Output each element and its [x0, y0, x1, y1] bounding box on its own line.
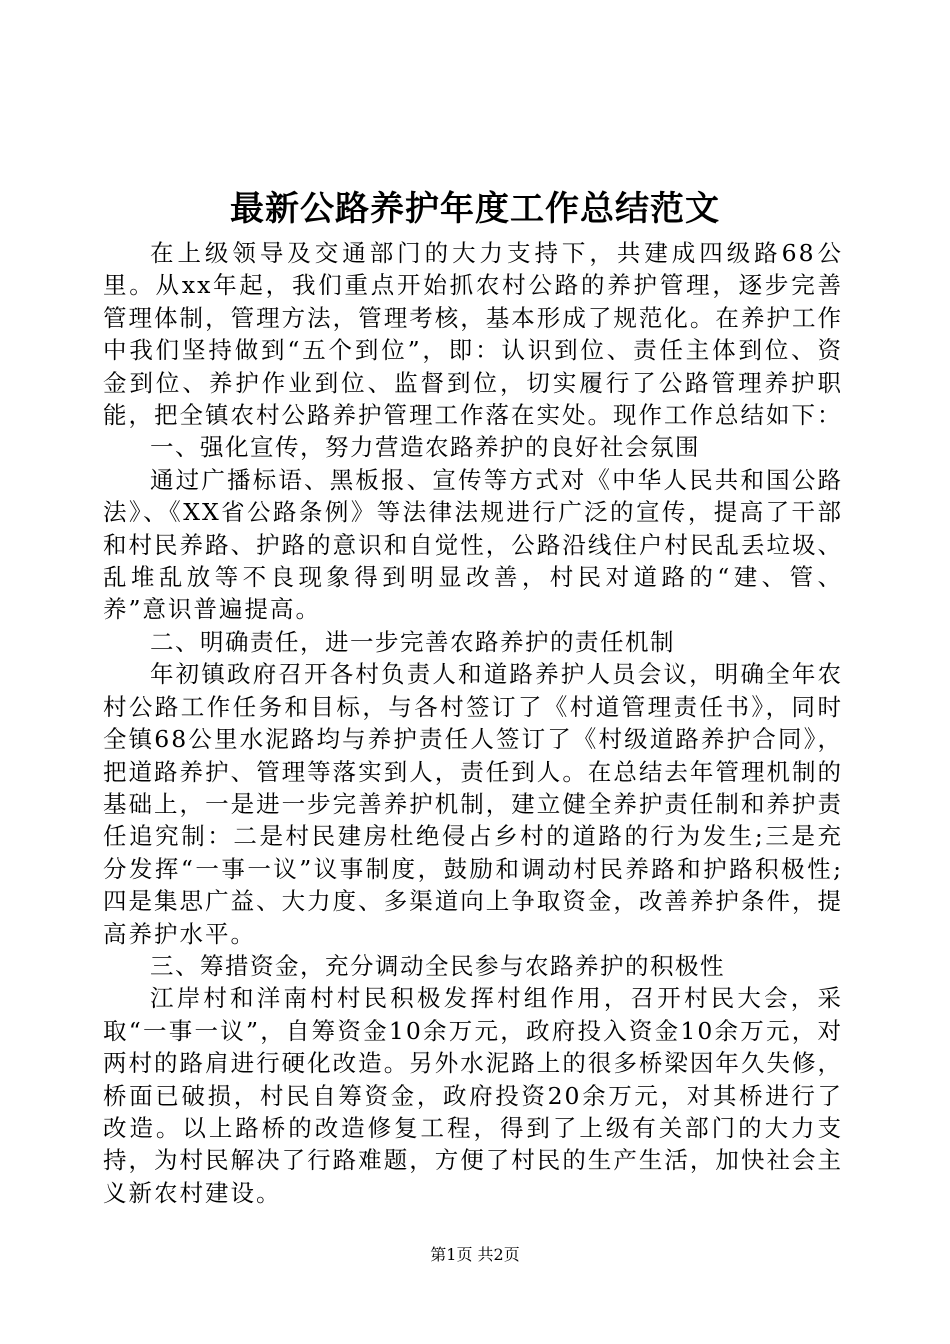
section-heading-3: 三、筹措资金，充分调动全民参与农路养护的积极性 — [150, 951, 725, 980]
section-heading-2: 二、明确责任，进一步完善农路养护的责任机制 — [150, 627, 675, 656]
document-title: 最新公路养护年度工作总结范文 — [230, 189, 720, 229]
section-paragraph-2: 年初镇政府召开各村负责人和道路养护人员会议，明确全年农村公路工作任务和目标，与各村签订了《村道管理责任书》，同时全镇68公里水泥路均与养护责任人签订了《村级道路养护合同》，把道路养护、管理等落实到人，责任到人。在总结去年管理机制的基础上，一是进一步完善养护机制，建立健全养护责任制和养护责任追究制：二是村民建房杜绝侵占乡村的道路的行为发生;三是充分发挥“一事一议”议事制度，鼓励和调动村民养路和护路积极性;四是集思广益、大力度、多渠道向上争取资金，改善养护条件，提高养护水平。 — [103, 660, 843, 948]
intro-paragraph: 在上级领导及交通部门的大力支持下，共建成四级路68公里。从xx年起，我们重点开始抓农村公路的养护管理，逐步完善管理体制，管理方法，管理考核，基本形成了规范化。在养护工作中我们坚持做到“五个到位”，即：认识到位、责任主体到位、资金到位、养护作业到位、监督到位，切实履行了公路管理养护职能，把全镇农村公路养护管理工作落在实处。现作工作总结如下： — [103, 239, 843, 430]
section-paragraph-1: 通过广播标语、黑板报、宣传等方式对《中华人民共和国公路法》、《XX省公路条例》等法律法规进行广泛的宣传，提高了干部和村民养路、护路的意识和自觉性，公路沿线住户村民乱丢垃圾、乱堆乱放等不良现象得到明显改善，村民对道路的“建、管、养”意识普遍提高。 — [103, 465, 843, 624]
document-body — [103, 237, 843, 1209]
section-paragraph-3: 江岸村和洋南村村民积极发挥村组作用，召开村民大会，采取“一事一议”，自筹资金10余万元，政府投入资金10余万元，对两村的路肩进行硬化改造。另外水泥路上的很多桥梁因年久失修，桥面已破损，村民自筹资金，政府投资20余万元，对其桥进行了改造。以上路桥的改造修复工程，得到了上级有关部门的大力支持，为村民解决了行路难题，方便了村民的生产生活，加快社会主义新农村建设。 — [103, 984, 843, 1207]
section-heading-1: 一、强化宣传，努力营造农路养护的良好社会氛围 — [150, 433, 700, 462]
page-number-footer: 第1页 共2页 — [430, 1245, 520, 1264]
